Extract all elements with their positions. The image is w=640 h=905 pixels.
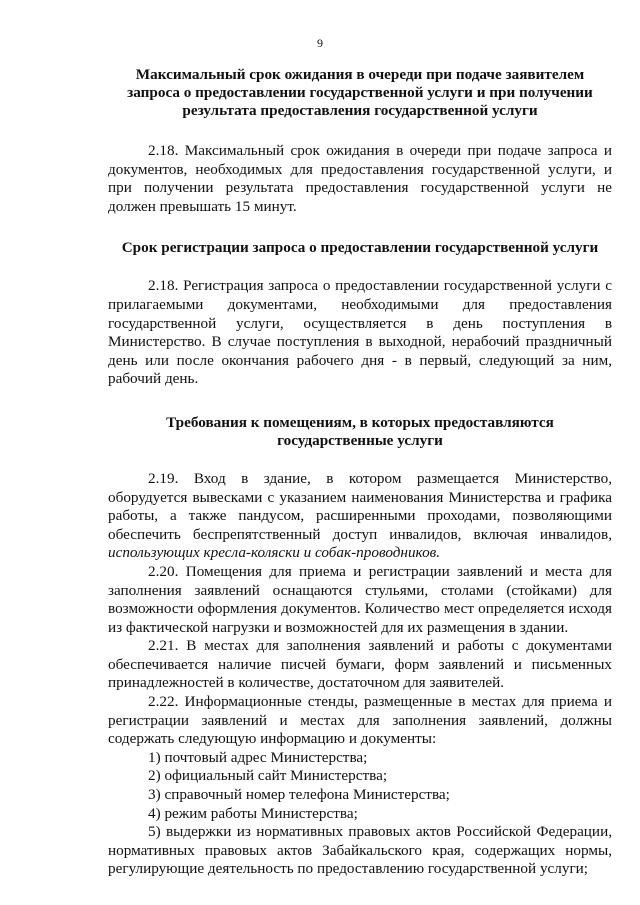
list-item: 1) почтовый адрес Министерства; — [148, 748, 368, 766]
page-content — [108, 66, 612, 879]
page-number: 9 — [317, 36, 323, 50]
section-heading-premises: Требования к помещениям, в которых предоставляются государственные услуги — [166, 413, 554, 449]
list-item: 3) справочный номер телефона Министерства; — [148, 786, 450, 804]
paragraph-2-19-text: 2.19. Вход в здание, в котором размещается Министерство, оборудуется вывесками с указанием наименования Министерства и графика работы, а также пандусом, расширенными проходами, позволяющими обеспечить беспрепятственный доступ инвалидов, включая инвалидов, — [108, 469, 612, 543]
paragraph-2-18-queue: 2.18. Максимальный срок ожидания в очереди при подаче запроса и документов, необходимых для предоставления государственной услуги, и при получении результата предоставления государственной услуги не должен превышать 15 минут. — [108, 142, 612, 215]
list-item: 5) выдержки из нормативных правовых актов Российской Федерации, нормативных правовых актов Забайкальского края, содержащих нормы, регулирующие деятельность по предоставлению государственной услуги; — [108, 823, 612, 878]
section-heading-queue-time: Максимальный срок ожидания в очереди при подаче заявителем запроса о предоставлении государственной услуги и при получении результата предоставления государственной услуги — [127, 66, 593, 119]
section-heading-registration: Срок регистрации запроса о предоставлении государственной услуги — [121, 239, 599, 257]
paragraph-2-19 — [108, 470, 612, 563]
paragraph-2-21: 2.21. В местах для заполнения заявлений и работы с документами обеспечивается наличие писчей бумаги, форм заявлений и письменных принадлежностей в количестве, достаточном для заявителей. — [108, 637, 612, 692]
paragraph-2-22: 2.22. Информационные стенды, размещенные в местах для приема и регистрации заявлений и местах для заполнения заявлений, должны содержать следующую информацию и документы: — [108, 693, 612, 748]
paragraph-2-18-registration: 2.18. Регистрация запроса о предоставлении государственной услуги с прилагаемыми документами, необходимыми для предоставления государственной услуги, осуществляется в день поступления в Министерство. В случае поступления в выходной, нерабочий праздничный день или после окончания рабочего дня - в первый, следующий за ним, рабочий день. — [108, 277, 612, 388]
list-item: 2) официальный сайт Министерства; — [148, 767, 388, 785]
list-item: 4) режим работы Министерства; — [148, 804, 358, 822]
paragraph-2-19-italic: использующих кресла-коляски и собак-проводников. — [108, 544, 441, 562]
paragraph-2-20: 2.20. Помещения для приема и регистрации заявлений и места для заполнения заявлений оснащаются стульями, столами (стойками) для возможности оформления документов. Количество мест определяется исходя из фактической нагрузки и возможностей для их размещения в здании. — [108, 562, 612, 636]
